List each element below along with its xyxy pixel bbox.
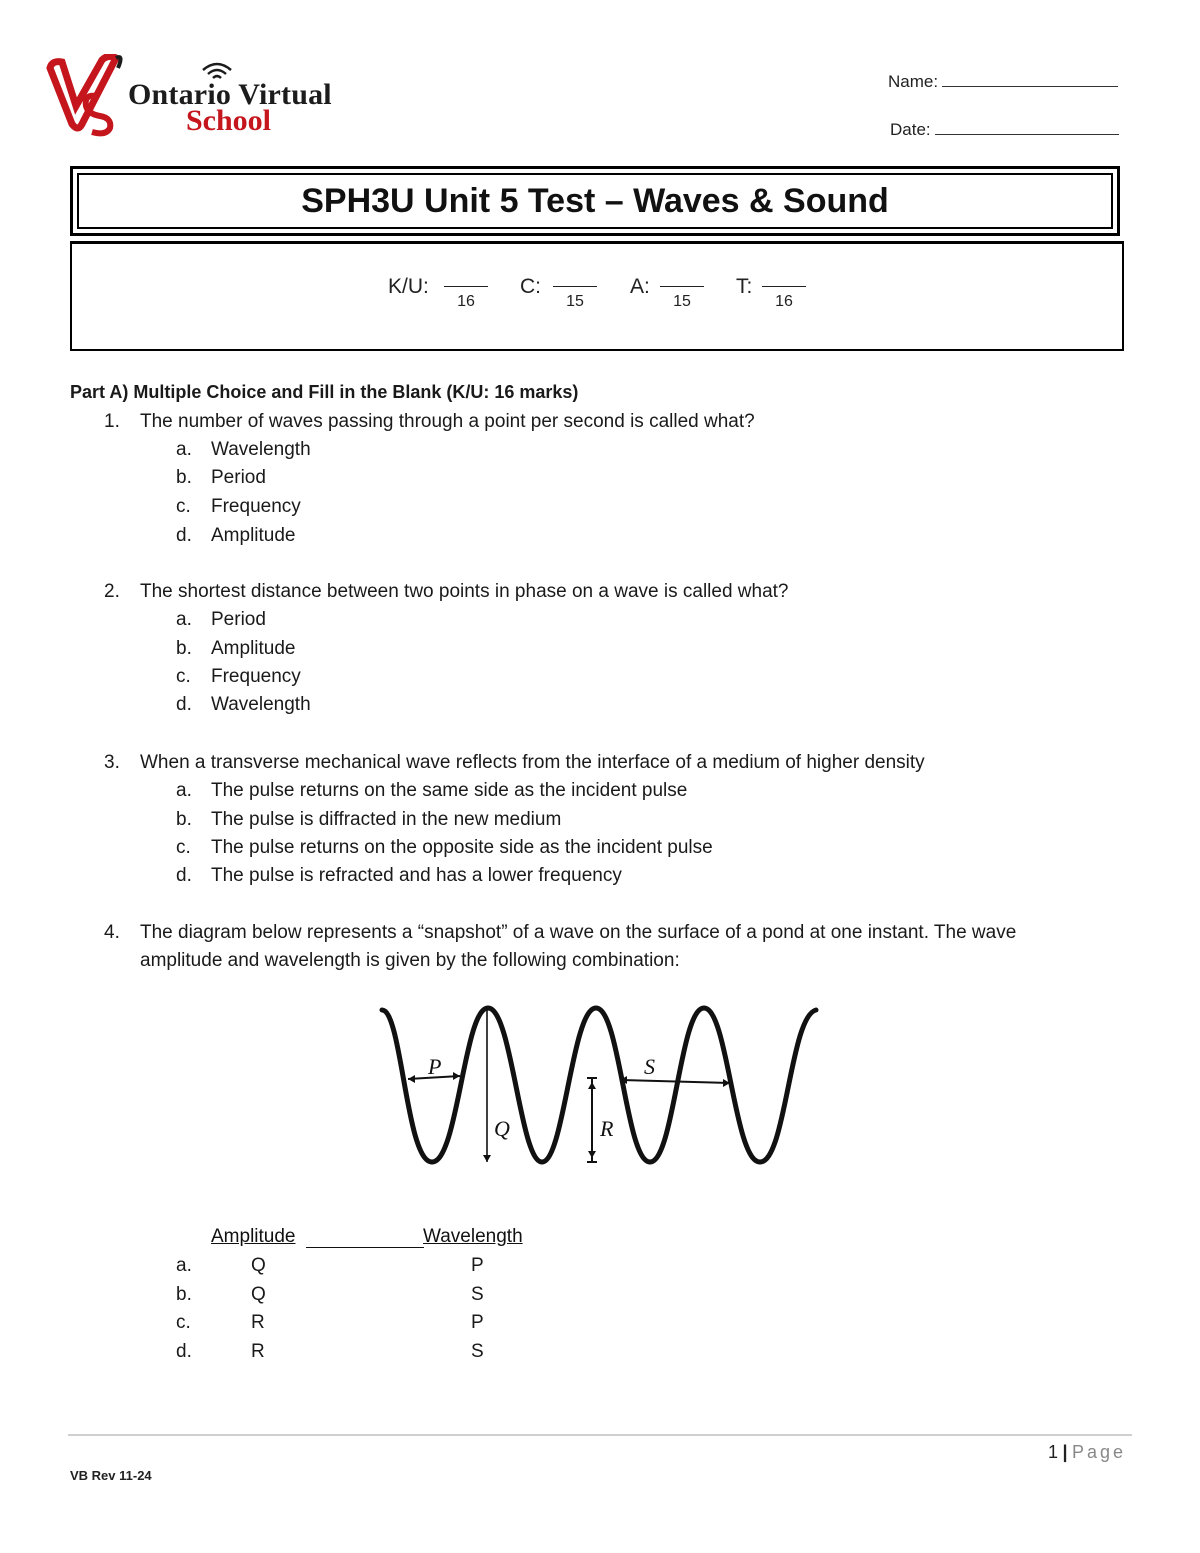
question-1-text: The number of waves passing through a point per second is called what? — [140, 411, 755, 432]
q1-option-text[interactable]: Amplitude — [211, 525, 296, 546]
logo-text-school: School — [186, 104, 272, 137]
q4-option-wavelength[interactable]: S — [471, 1284, 484, 1305]
label-s: S — [644, 1054, 655, 1079]
q4-option-letter: a. — [176, 1255, 192, 1276]
q4-option-amplitude[interactable]: Q — [251, 1284, 266, 1305]
q2-option-letter: b. — [176, 638, 192, 659]
q3-option-text[interactable]: The pulse returns on the opposite side as the incident pulse — [211, 837, 713, 858]
question-3-text: When a transverse mechanical wave reflects from the interface of a medium of higher density — [140, 752, 925, 773]
ovs-monogram-icon — [46, 54, 136, 138]
q2-option-letter: d. — [176, 694, 192, 715]
wifi-icon — [200, 60, 234, 80]
header-underline-gap — [306, 1247, 424, 1248]
question-2-number: 2. — [104, 581, 120, 602]
q3-option-text[interactable]: The pulse returns on the same side as the incident pulse — [211, 780, 688, 801]
marks-ku-label: K/U: — [388, 275, 429, 298]
marks-c-line — [553, 286, 597, 287]
logo-text-ontario-virtual: Ontario Virtual — [128, 78, 332, 111]
q3-option-text[interactable]: The pulse is diffracted in the new medium — [211, 809, 562, 830]
marks-c-total: 15 — [566, 293, 584, 310]
part-a-heading: Part A) Multiple Choice and Fill in the Blank (K/U: 16 marks) — [70, 382, 579, 402]
marks-t-total: 16 — [775, 293, 793, 310]
label-p: P — [428, 1054, 442, 1079]
q1-option-letter: c. — [176, 496, 191, 517]
q1-option-letter: a. — [176, 439, 192, 460]
q4-option-letter: d. — [176, 1341, 192, 1362]
label-q: Q — [494, 1116, 510, 1141]
q2-option-text[interactable]: Frequency — [211, 666, 301, 687]
question-4-text-line1: The diagram below represents a “snapshot” of a wave on the surface of a pond at one instant. The wave — [140, 922, 1017, 943]
q4-option-wavelength[interactable]: P — [471, 1255, 484, 1276]
q4-option-wavelength[interactable]: S — [471, 1341, 484, 1362]
q2-option-text[interactable]: Wavelength — [211, 694, 311, 715]
wave-diagram — [370, 996, 830, 1196]
date-label: Date: — [890, 120, 931, 139]
marks-t-line — [762, 286, 806, 287]
revision-label: VB Rev 11-24 — [70, 1468, 152, 1483]
date-blank[interactable] — [935, 120, 1119, 135]
q3-option-letter: a. — [176, 780, 192, 801]
q4-option-amplitude[interactable]: R — [251, 1341, 265, 1362]
page-number: 1 — [1047, 1442, 1058, 1462]
question-2-text: The shortest distance between two points in phase on a wave is called what? — [140, 581, 789, 602]
marks-a-label: A: — [630, 275, 650, 298]
q1-option-letter: d. — [176, 525, 192, 546]
name-field[interactable] — [888, 72, 1118, 92]
footer-divider — [68, 1434, 1132, 1436]
test-title: SPH3U Unit 5 Test – Waves & Sound — [301, 181, 889, 220]
column-header-wavelength: Wavelength — [423, 1226, 523, 1247]
marks-ku-total: 16 — [457, 293, 475, 310]
question-4-text-line2: amplitude and wavelength is given by the following combination: — [140, 950, 680, 971]
date-field[interactable] — [890, 120, 1119, 140]
q3-option-letter: c. — [176, 837, 191, 858]
q2-option-letter: a. — [176, 609, 192, 630]
q3-option-letter: d. — [176, 865, 192, 886]
q2-option-letter: c. — [176, 666, 191, 687]
label-r: R — [600, 1116, 614, 1141]
q2-option-text[interactable]: Period — [211, 609, 266, 630]
q1-option-text[interactable]: Frequency — [211, 496, 301, 517]
page-indicator — [1048, 1442, 1126, 1463]
q3-option-text[interactable]: The pulse is refracted and has a lower frequency — [211, 865, 622, 886]
name-blank[interactable] — [942, 72, 1118, 87]
marks-a-total: 15 — [673, 293, 691, 310]
column-header-amplitude: Amplitude — [211, 1226, 296, 1247]
name-label: Name: — [888, 72, 939, 91]
q1-option-letter: b. — [176, 467, 192, 488]
q4-option-amplitude[interactable]: R — [251, 1312, 265, 1333]
page-word: Page — [1071, 1442, 1126, 1462]
q4-option-letter: b. — [176, 1284, 192, 1305]
q4-option-amplitude[interactable]: Q — [251, 1255, 266, 1276]
q2-option-text[interactable]: Amplitude — [211, 638, 296, 659]
q3-option-letter: b. — [176, 809, 192, 830]
question-3-number: 3. — [104, 752, 120, 773]
title-box — [77, 173, 1113, 229]
q1-option-text[interactable]: Wavelength — [211, 439, 311, 460]
marks-ku-line — [444, 286, 488, 287]
page-separator: | — [1062, 1442, 1068, 1462]
question-1-number: 1. — [104, 411, 120, 432]
wave-curve — [382, 1008, 816, 1162]
q4-option-letter: c. — [176, 1312, 191, 1333]
marks-c-label: C: — [520, 275, 541, 298]
marks-a-line — [660, 286, 704, 287]
marks-box — [70, 241, 1124, 351]
q1-option-text[interactable]: Period — [211, 467, 266, 488]
marks-t-label: T: — [736, 275, 753, 298]
q4-option-wavelength[interactable]: P — [471, 1312, 484, 1333]
question-4-number: 4. — [104, 922, 120, 943]
